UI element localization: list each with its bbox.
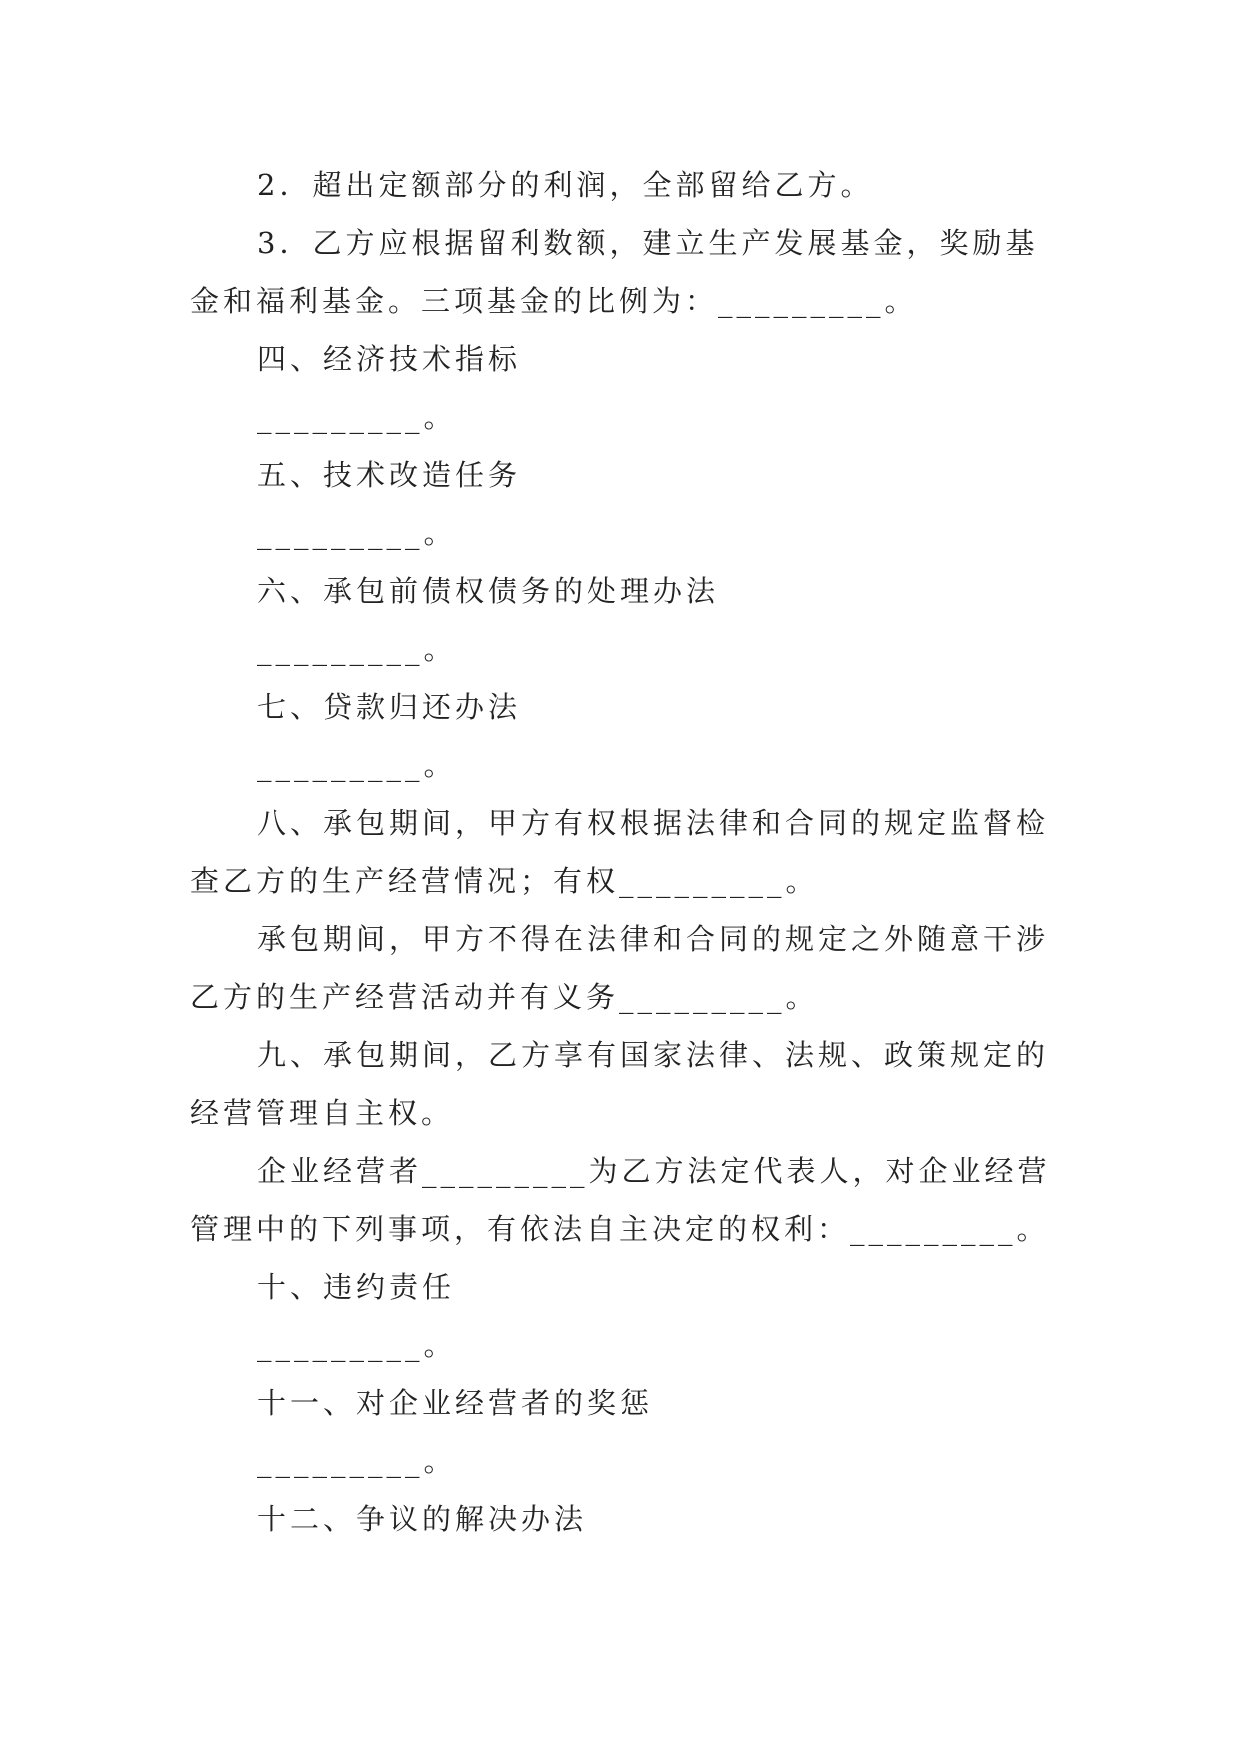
- text-line: 管理中的下列事项，有依法自主决定的权利：_________。: [190, 1212, 1050, 1246]
- text-line: 金和福利基金。三项基金的比例为：_________。: [190, 284, 918, 318]
- text-line: 3．乙方应根据留利数额，建立生产发展基金，奖励基: [257, 226, 1039, 260]
- section-heading: 六、承包前债权债务的处理办法: [257, 574, 720, 608]
- text-line: 查乙方的生产经营情况；有权_________。: [190, 864, 819, 898]
- text-line: 乙方的生产经营活动并有义务_________。: [190, 980, 819, 1014]
- section-heading: 十二、争议的解决办法: [257, 1502, 588, 1536]
- blank-line: _________。: [257, 516, 457, 550]
- blank-line: _________。: [257, 748, 457, 782]
- text-line: 九、承包期间，乙方享有国家法律、法规、政策规定的: [257, 1038, 1050, 1072]
- blank-line: _________。: [257, 1444, 457, 1478]
- section-heading: 四、经济技术指标: [257, 342, 522, 376]
- section-heading: 十一、对企业经营者的奖惩: [257, 1386, 654, 1420]
- blank-line: _________。: [257, 400, 457, 434]
- text-line: 2．超出定额部分的利润，全部留给乙方。: [257, 168, 874, 202]
- section-heading: 十、违约责任: [257, 1270, 456, 1304]
- blank-line: _________。: [257, 632, 457, 666]
- text-line: 经营管理自主权。: [190, 1096, 455, 1130]
- text-line: 企业经营者_________为乙方法定代表人，对企业经营: [257, 1154, 1051, 1188]
- text-line: 八、承包期间，甲方有权根据法律和合同的规定监督检: [257, 806, 1050, 840]
- blank-line: _________。: [257, 1328, 457, 1362]
- section-heading: 七、贷款归还办法: [257, 690, 522, 724]
- text-line: 承包期间，甲方不得在法律和合同的规定之外随意干涉: [257, 922, 1050, 956]
- section-heading: 五、技术改造任务: [257, 458, 522, 492]
- document-body: [190, 156, 1060, 1548]
